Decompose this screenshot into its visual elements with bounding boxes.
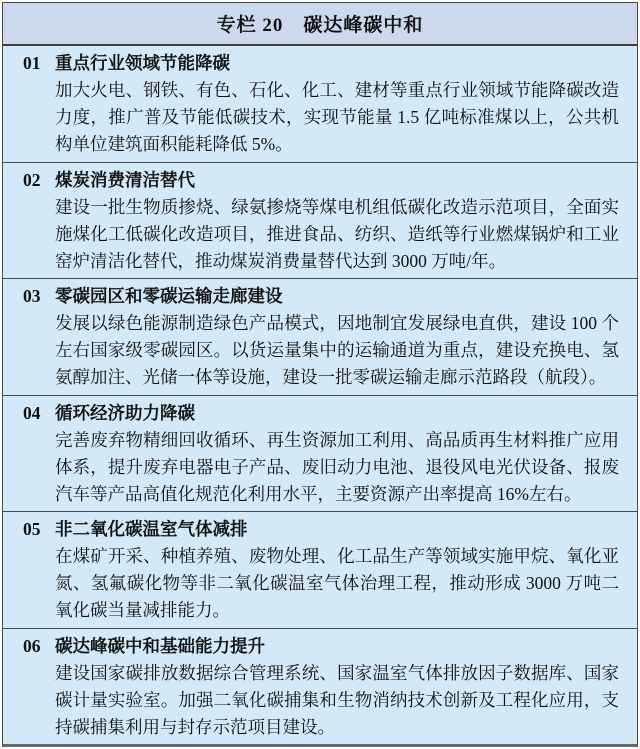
section-02 xyxy=(3,162,637,279)
policy-box-panel xyxy=(2,2,638,747)
section-heading: 零碳园区和零碳运输走廊建设 xyxy=(55,286,283,306)
section-03 xyxy=(3,278,637,395)
section-body: 建设国家碳排放数据综合管理系统、国家温室气体排放因子数据库、国家碳计量实验室。加强二氧化碳捕集和生物消纳技术创新及工程化应用，支持碳捕集利用与封存示范项目建设。 xyxy=(55,662,619,737)
section-heading: 碳达峰碳中和基础能力提升 xyxy=(55,635,265,656)
section-heading: 非二氧化碳温室气体减排 xyxy=(55,519,248,539)
section-body: 加大火电、钢铁、有色、石化、化工、建材等重点行业领域节能降碳改造力度，推广普及节能低碳技术，实现节能量 1.5 亿吨标准煤以上，公共机构单位建筑面积能耗降低 5%。 xyxy=(55,80,619,154)
panel-title: 专栏 20 碳达峰碳中和 xyxy=(3,3,637,46)
section-number: 02 xyxy=(23,169,41,190)
section-number: 06 xyxy=(23,635,41,656)
section-body: 建设一批生物质掺烧、绿氨掺烧等煤电机组低碳化改造示范项目，全面实施煤化工低碳化改造项目，推进食品、纺织、造纸等行业燃煤锅炉和工业窑炉清洁化替代，推动煤炭消费量替代达到 3000 万吨/年。 xyxy=(55,196,619,271)
section-number: 04 xyxy=(23,402,41,423)
section-body: 完善废弃物精细回收循环、再生资源加工利用、高品质再生材料推广应用体系，提升废弃电器电子产品、废旧动力电池、退役风电光伏设备、报废汽车等产品高值化规范化利用水平，主要资源产出率提高 16%左右。 xyxy=(55,429,619,504)
section-number: 05 xyxy=(23,519,41,539)
section-06 xyxy=(3,628,637,745)
sections-container xyxy=(3,46,637,744)
section-header xyxy=(23,283,619,310)
section-header xyxy=(23,633,619,660)
section-header xyxy=(23,167,619,194)
section-heading: 重点行业领域节能降碳 xyxy=(55,53,230,73)
section-01 xyxy=(3,46,637,162)
section-header xyxy=(23,400,619,427)
section-heading: 煤炭消费清洁替代 xyxy=(55,169,195,190)
section-05 xyxy=(3,511,637,628)
section-number: 01 xyxy=(23,53,41,73)
section-body: 发展以绿色能源制造绿色产品模式，因地制宜发展绿电直供，建设 100 个左右国家级零碳园区。以货运量集中的运输通道为重点，建设充换电、氢氨醇加注、光储一体等设施，建设一批零碳运输走廊示范路段（航段）。 xyxy=(55,313,619,387)
section-header xyxy=(23,50,619,77)
section-number: 03 xyxy=(23,286,41,306)
section-header xyxy=(23,516,619,543)
section-heading: 循环经济助力降碳 xyxy=(55,402,195,423)
section-body: 在煤矿开采、种植养殖、废物处理、化工品生产等领域实施甲烷、氧化亚氮、氢氟碳化物等非二氧化碳温室气体治理工程，推动形成 3000 万吨二氧化碳当量减排能力。 xyxy=(55,546,619,620)
section-04 xyxy=(3,395,637,512)
